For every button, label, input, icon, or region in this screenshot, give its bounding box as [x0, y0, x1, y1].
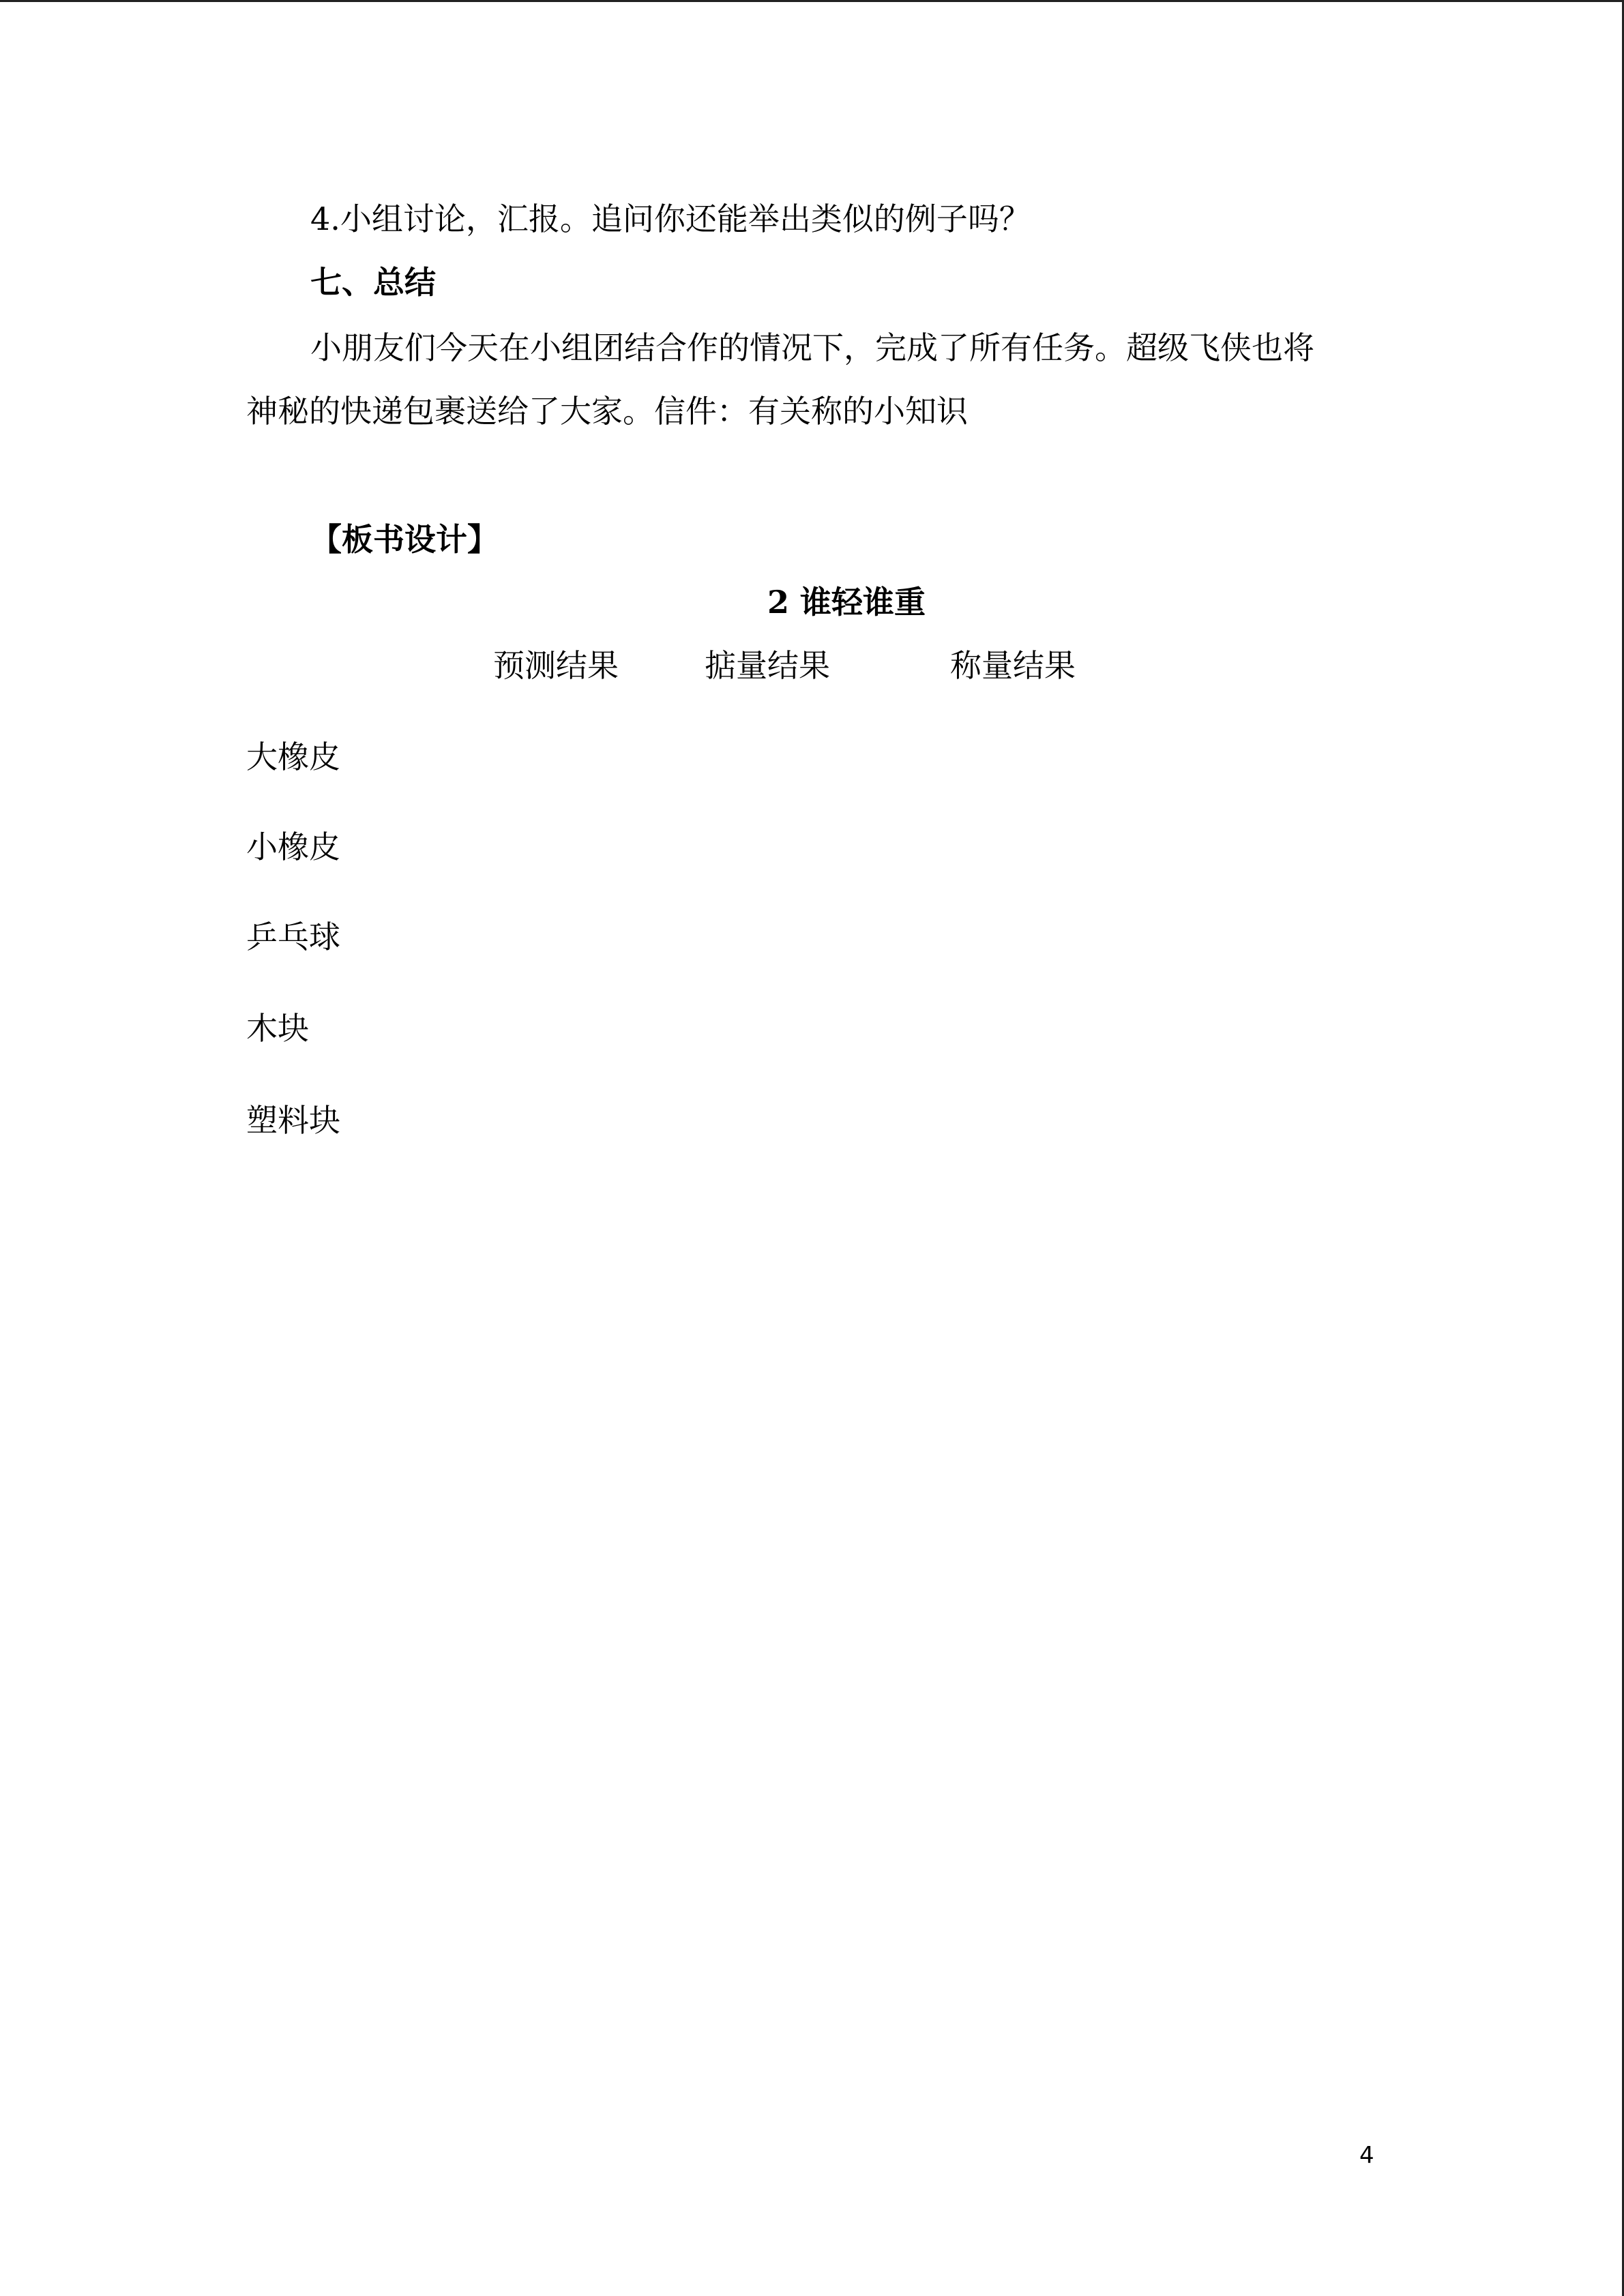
- paragraph-discussion: 4.小组讨论，汇报。追问你还能举出类似的例子吗？: [310, 200, 1031, 237]
- row-label-wooden-block: 木块: [246, 1010, 309, 1047]
- row-label-plastic-block: 塑料块: [246, 1102, 340, 1139]
- row-label-ping-pong-ball: 乒乓球: [246, 919, 340, 955]
- page-number: 4: [1359, 2142, 1374, 2169]
- paragraph-summary-line-2: 神秘的快递包裹送给了大家。信件：有关称的小知识: [246, 393, 968, 430]
- board-design-heading: 【板书设计】: [310, 521, 499, 558]
- row-label-small-eraser: 小橡皮: [246, 829, 340, 865]
- paragraph-summary-line-1: 小朋友们今天在小组团结合作的情况下，完成了所有任务。超级飞侠也将: [310, 329, 1314, 366]
- row-label-big-eraser: 大橡皮: [246, 739, 340, 775]
- board-title: 2 谁轻谁重: [767, 584, 926, 621]
- column-header-scale-weighing: 称量结果: [950, 647, 1076, 684]
- column-header-prediction: 预测结果: [493, 647, 619, 684]
- section-heading-summary: 七、总结: [310, 264, 436, 301]
- column-header-hand-weighing: 掂量结果: [705, 647, 830, 684]
